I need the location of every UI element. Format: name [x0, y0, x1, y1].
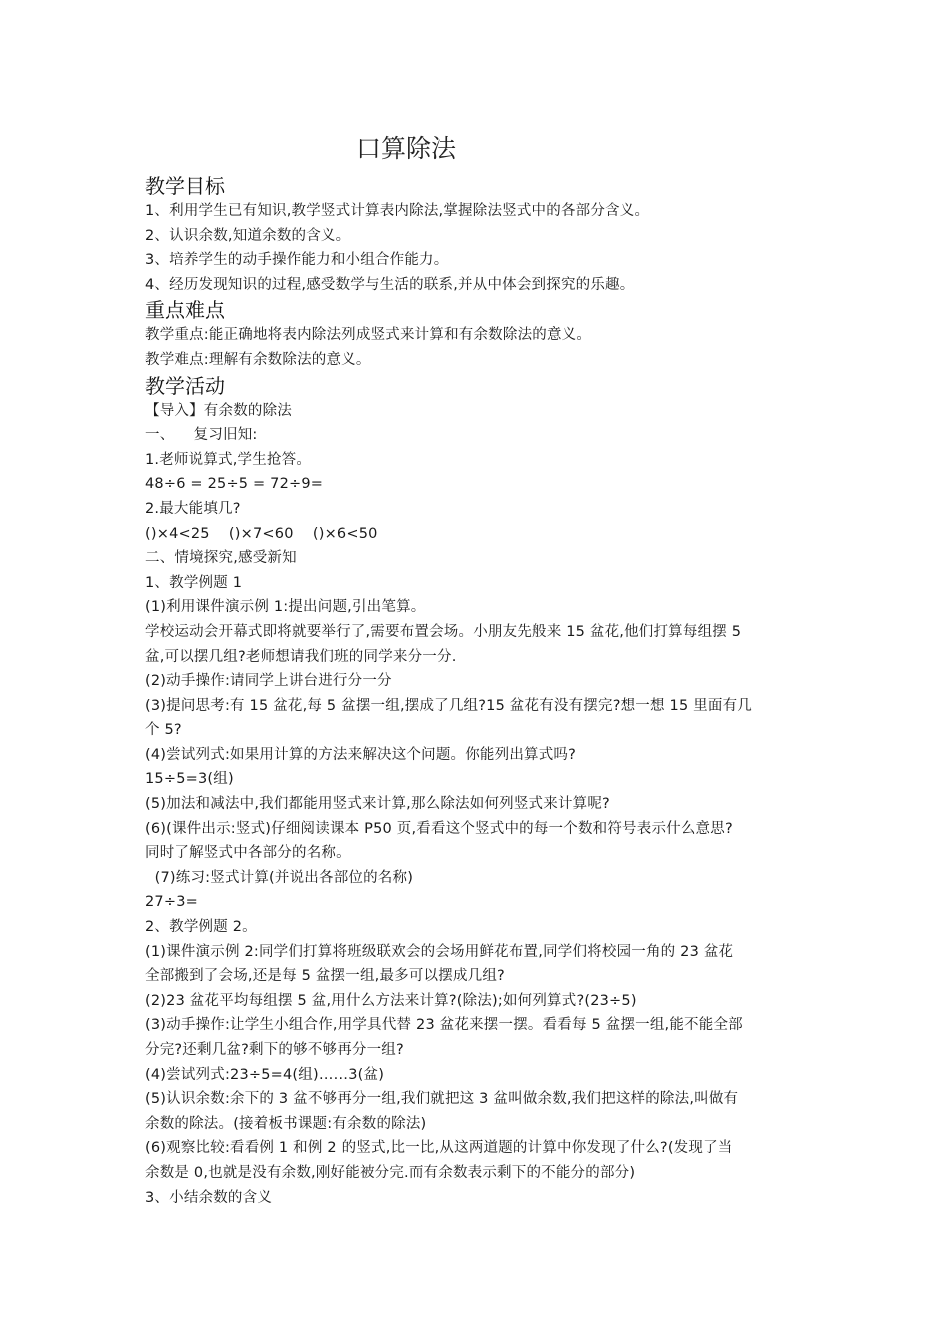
paragraph: 一、 复习旧知:	[145, 427, 258, 444]
section-heading: 重点难点	[145, 298, 225, 323]
paragraph: 同时了解竖式中各部分的名称。	[145, 845, 351, 862]
paragraph: 2、教学例题 2。	[145, 919, 257, 936]
section-key-points	[145, 297, 815, 372]
paragraph: 余数的除法。(接着板书课题:有余数的除法)	[145, 1115, 427, 1132]
paragraph: 27÷3=	[145, 894, 198, 911]
paragraph: (4)尝试列式:23÷5=4(组)……3(盆)	[145, 1066, 385, 1083]
paragraph: (7)练习:竖式计算(并说出各部位的名称)	[145, 869, 414, 886]
paragraph: ()×4<25 ()×7<60 ()×6<50	[145, 525, 378, 542]
paragraph: 【导入】有余数的除法	[145, 402, 292, 419]
paragraph: 个 5?	[145, 722, 182, 739]
paragraph: (4)尝试列式:如果用计算的方法来解决这个问题。你能列出算式吗?	[145, 746, 577, 763]
paragraph: 教学难点:理解有余数除法的意义。	[145, 351, 371, 368]
paragraph: 1.老师说算式,学生抢答。	[145, 451, 312, 468]
paragraph: 全部搬到了会场,还是每 5 盆摆一组,最多可以摆成几组?	[145, 968, 505, 985]
paragraph: (1)课件演示例 2:同学们打算将班级联欢会的会场用鲜花布置,同学们将校园一角的 23 盆花	[145, 943, 734, 960]
paragraph: 二、情境探究,感受新知	[145, 550, 297, 567]
paragraph: 1、教学例题 1	[145, 574, 243, 591]
paragraph: 盆,可以摆几组?老师想请我们班的同学来分一分.	[145, 648, 457, 665]
paragraph: 1、利用学生已有知识,教学竖式计算表内除法,掌握除法竖式中的各部分含义。	[145, 203, 650, 219]
paragraph: (6)(课件出示:竖式)仔细阅读课本 P50 页,看看这个竖式中的每一个数和符号表示什么意思?	[145, 820, 733, 837]
paragraph: (6)观察比较:看看例 1 和例 2 的竖式,比一比,从这两道题的计算中你发现了什么?(发现了当	[145, 1140, 733, 1157]
paragraph: 学校运动会开幕式即将就要举行了,需要布置会场。小朋友先般来 15 盆花,他们打算每组摆 5	[145, 623, 742, 640]
document-body	[145, 173, 815, 1210]
paragraph: 教学重点:能正确地将表内除法列成竖式来计算和有余数除法的意义。	[145, 327, 592, 344]
section-heading: 教学活动	[145, 373, 225, 398]
paragraph: (3)提问思考:有 15 盆花,每 5 盆摆一组,摆成了几组?15 盆花有没有摆完?想一想 15 里面有几	[145, 697, 752, 714]
paragraph: (5)认识余数:余下的 3 盆不够再分一组,我们就把这 3 盆叫做余数,我们把这样的除法,叫做有	[145, 1091, 739, 1108]
paragraph: 分完?还剩几盆?剩下的够不够再分一组?	[145, 1042, 404, 1058]
paragraph: 15÷5=3(组)	[145, 771, 234, 788]
paragraph: 3、培养学生的动手操作能力和小组合作能力。	[145, 252, 449, 269]
paragraph: 4、经历发现知识的过程,感受数学与生活的联系,并从中体会到探究的乐趣。	[145, 276, 635, 293]
paragraph: 2.最大能填几?	[145, 500, 241, 517]
section-heading: 教学目标	[145, 174, 225, 198]
document-title: 口算除法	[356, 134, 457, 163]
paragraph: 3、小结余数的含义	[145, 1189, 273, 1206]
paragraph: 48÷6 = 25÷5 = 72÷9=	[145, 476, 324, 493]
paragraph: (5)加法和减法中,我们都能用竖式来计算,那么除法如何列竖式来计算呢?	[145, 796, 610, 813]
paragraph: 2、认识余数,知道余数的含义。	[145, 227, 351, 244]
paragraph: 余数是 0,也就是没有余数,刚好能被分完.而有余数表示剩下的不能分的部分)	[145, 1164, 636, 1181]
section-activities	[145, 373, 815, 1211]
paragraph: (2)23 盆花平均每组摆 5 盆,用什么方法来计算?(除法);如何列算式?(23÷5)	[145, 992, 637, 1009]
paragraph: (3)动手操作:让学生小组合作,用学具代替 23 盆花来摆一摆。看看每 5 盆摆一组,能不能全部	[145, 1017, 743, 1034]
paragraph: (1)利用课件演示例 1:提出问题,引出笔算。	[145, 599, 426, 616]
paragraph: (2)动手操作:请同学上讲台进行分一分	[145, 673, 392, 690]
section-objectives	[145, 173, 815, 297]
